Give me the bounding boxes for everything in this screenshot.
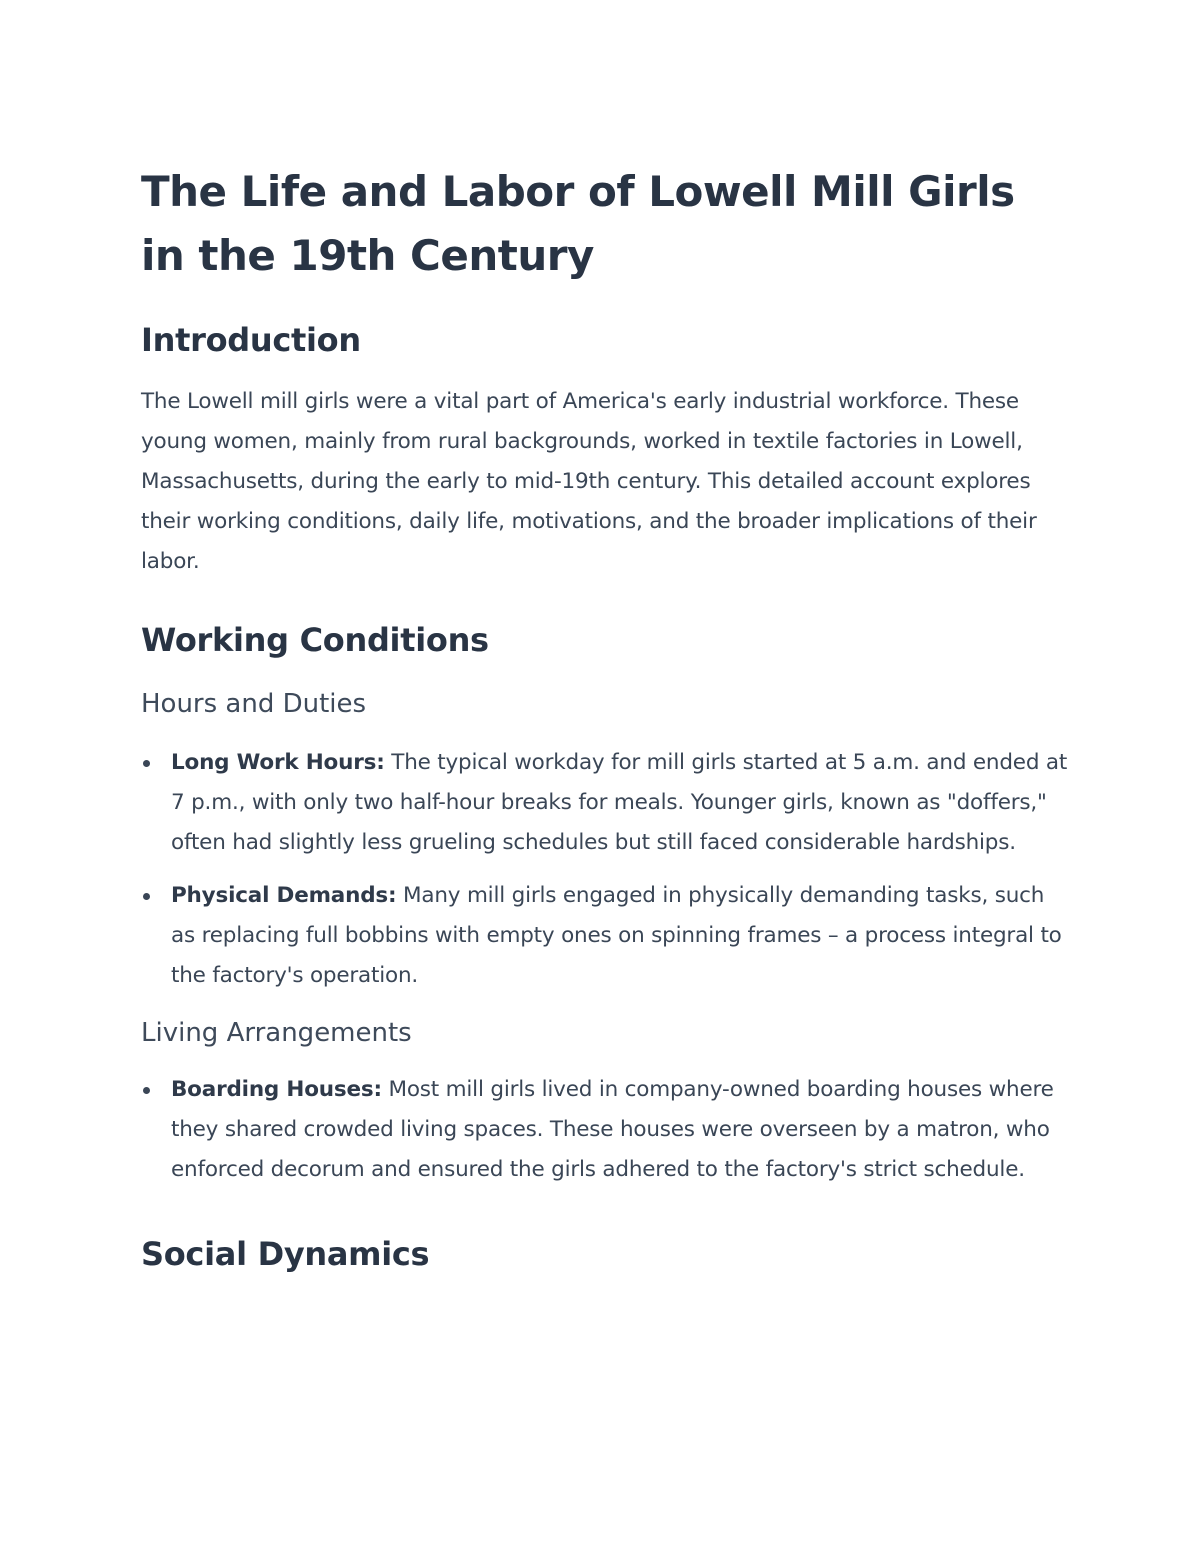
living-arrangements-heading: Living Arrangements xyxy=(141,1018,412,1048)
list-item-text: Many mill girls engaged in physically demanding tasks, such as replacing full bobbins with empty ones on spinning frames – a process integral to the factory's operation. xyxy=(171,883,1062,988)
social-dynamics-heading: Social Dynamics xyxy=(141,1235,430,1273)
list-item-label: Long Work Hours: xyxy=(171,750,385,775)
bullet-icon xyxy=(143,760,150,767)
document-page xyxy=(141,160,1071,1278)
living-arrangements-list xyxy=(141,1070,1071,1190)
bullet-icon xyxy=(143,893,150,900)
hours-and-duties-list xyxy=(141,743,1071,996)
list-item xyxy=(141,743,1071,863)
list-item-text: Most mill girls lived in company-owned boarding houses where they shared crowded living spaces. These houses were overseen by a matron, who enforced decorum and ensured the girls adhered to the factory's strict schedule. xyxy=(171,1077,1054,1182)
list-item xyxy=(141,1070,1071,1190)
document-title: The Life and Labor of Lowell Mill Girls in the 19th Century xyxy=(141,167,1015,280)
list-item-text: The typical workday for mill girls started at 5 a.m. and ended at 7 p.m., with only two half-hour breaks for meals. Younger girls, known as "doffers," often had slightly less grueling schedules but still faced considerable hardships. xyxy=(171,750,1068,855)
bullet-icon xyxy=(143,1087,150,1094)
list-item-label: Physical Demands: xyxy=(171,883,397,908)
list-item-label: Boarding Houses: xyxy=(171,1077,382,1102)
working-conditions-heading: Working Conditions xyxy=(141,621,489,659)
hours-and-duties-heading: Hours and Duties xyxy=(141,689,367,719)
list-item xyxy=(141,876,1071,996)
introduction-paragraph: The Lowell mill girls were a vital part of America's early industrial workforce. These young women, mainly from rural backgrounds, worked in textile factories in Lowell, Massachusetts, during the early to mid-19th century. This detailed account explores their working conditions, daily life, motivations, and the broader implications of their labor. xyxy=(141,389,1037,574)
introduction-heading: Introduction xyxy=(141,321,361,359)
